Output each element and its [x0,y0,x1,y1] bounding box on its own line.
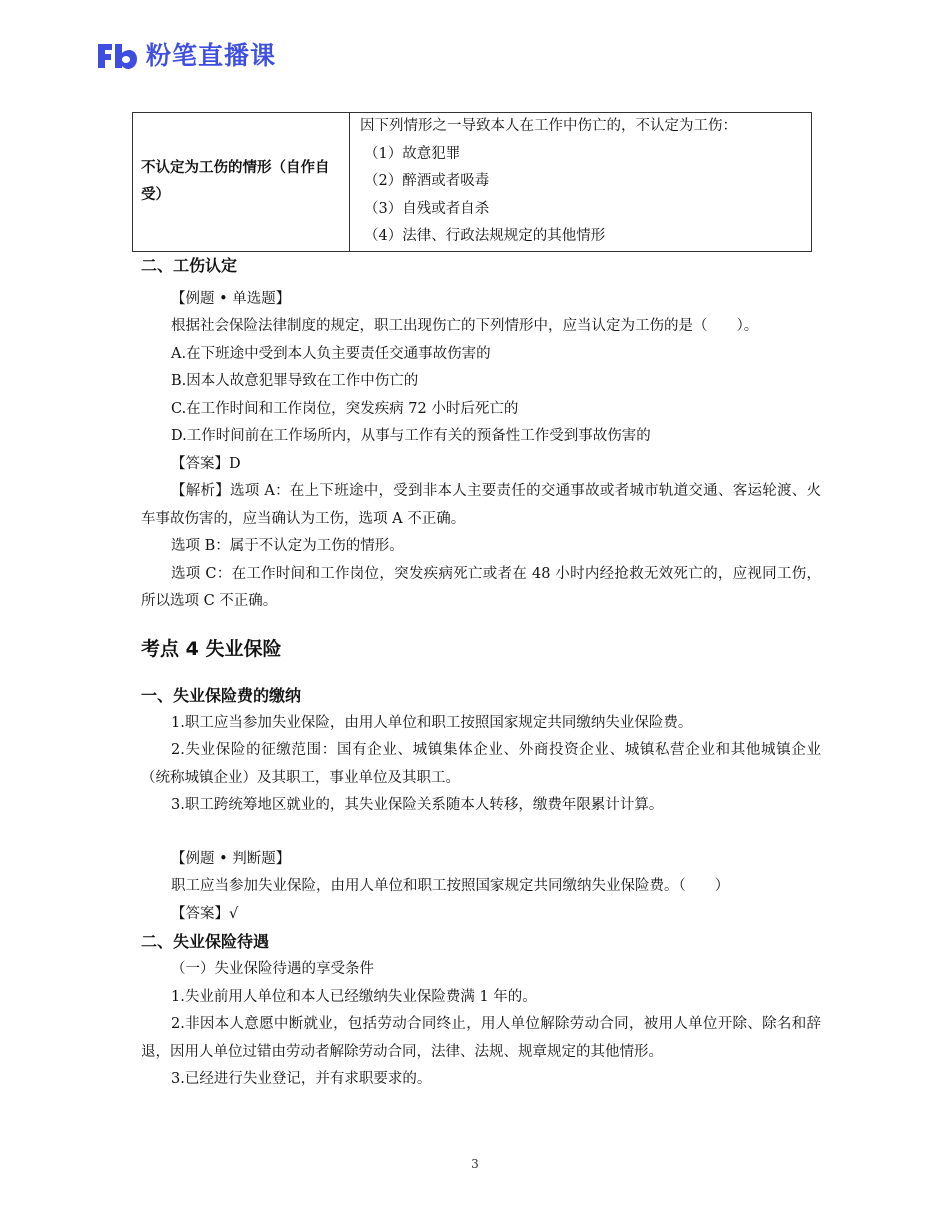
table-item: （3）自残或者自杀 [364,200,490,217]
section-heading-benefits: 二、失业保险待遇 [141,932,270,951]
definition-table [132,112,812,252]
option-c: C.在工作时间和工作岗位，突发疾病 72 小时后死亡的 [171,400,519,417]
section-heading-work-injury: 二、工伤认定 [141,255,238,275]
table-item: （4）法律、行政法规规定的其他情形 [364,228,606,244]
document-body [141,112,821,1094]
list-item: 1.失业前用人单位和本人已经缴纳失业保险费满 1 年的。 [171,988,537,1005]
question-text: 职工应当参加失业保险，由用人单位和职工按照国家规定共同缴纳失业保险费。（ ） [171,878,730,894]
analysis-paragraph: 【解析】选项 A：在上下班途中，受到非本人主要责任的交通事故或者城市轨道交通、客运轮渡、火车事故伤害的，应当确认为工伤，选项 A 不正确。 [141,483,821,527]
list-item: 3.已经进行失业登记，并有求职要求的。 [171,1071,432,1087]
subheading: （一）失业保险待遇的享受条件 [171,961,374,977]
option-b: B.因本人故意犯罪导致在工作中伤亡的 [171,373,419,389]
section-heading-payment: 一、失业保险费的缴纳 [141,685,302,705]
option-a: A.在下班途中受到本人负主要责任交通事故伤害的 [171,345,491,362]
table-left-cell: 不认定为工伤的情形（自作自受） [133,113,350,252]
answer-text: 【答案】√ [171,905,239,922]
page-number: 3 [471,1157,479,1171]
answer-text: 【答案】D [171,455,241,472]
list-item: 2.非因本人意愿中断就业，包括劳动合同终止，用人单位解除劳动合同，被用人单位开除、除名和辞退，因用人单位过错由劳动者解除劳动合同，法律、法规、规章规定的其他情形。 [141,1016,821,1060]
header-logo [96,38,276,74]
analysis-paragraph: 选项 B：属于不认定为工伤的情形。 [171,538,404,554]
analysis-paragraph: 选项 C：在工作时间和工作岗位，突发疾病死亡或者在 48 小时内经抢救无效死亡的，应视同工伤，所以选项 C 不正确。 [141,565,821,609]
list-item: 3.职工跨统筹地区就业的，其失业保险关系随本人转移，缴费年限累计计算。 [171,797,664,813]
question-text: 根据社会保险法律制度的规定，职工出现伤亡的下列情形中，应当认定为工伤的是（ ）。 [171,318,759,334]
list-item: 1.职工应当参加失业保险，由用人单位和职工按照国家规定共同缴纳失业保险费。 [171,714,693,731]
kaodian-heading: 考点 4 失业保险 [141,637,282,660]
brand-name: 粉笔直播课 [146,41,277,70]
table-intro: 因下列情形之一导致本人在工作中伤亡的，不认定为工伤： [360,118,737,134]
fenbi-logo-icon [96,40,138,72]
example-label: 【例题 • 单选题】 [171,290,291,307]
table-item: （1）故意犯罪 [364,145,461,162]
option-d: D.工作时间前在工作场所内，从事与工作有关的预备性工作受到事故伤害的 [171,428,651,444]
table-right-cell [350,113,812,252]
list-item: 2.失业保险的征缴范围：国有企业、城镇集体企业、外商投资企业、城镇私营企业和其他城镇企业（统称城镇企业）及其职工，事业单位及其职工。 [141,742,821,786]
example-label: 【例题 • 判断题】 [171,850,291,867]
table-item: （2）醉酒或者吸毒 [364,173,490,189]
